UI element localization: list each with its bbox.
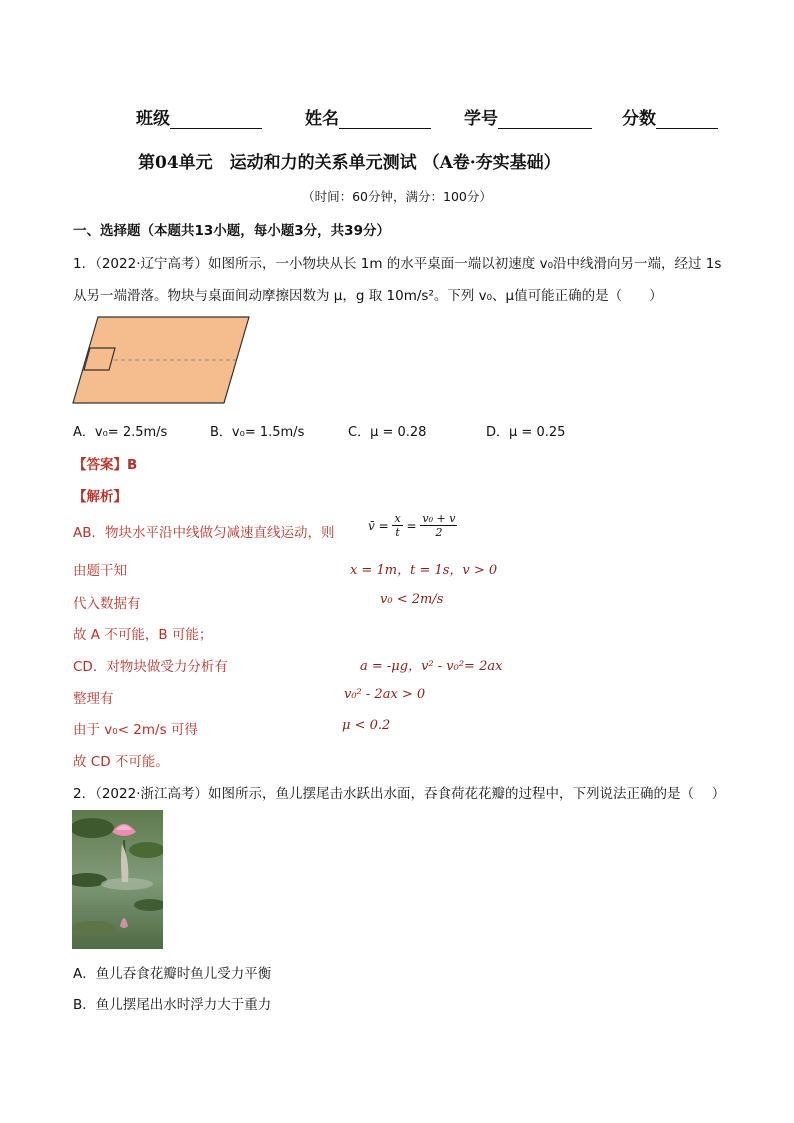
q1-analysis-label: 【解析】 bbox=[73, 489, 127, 505]
class-blank bbox=[170, 111, 262, 129]
class-field bbox=[136, 104, 262, 129]
score-blank bbox=[656, 111, 718, 129]
q1-option-b: B．v₀= 1.5m/s bbox=[210, 425, 305, 440]
q1-step-7-math: μ < 0.2 bbox=[342, 718, 391, 733]
block-shape bbox=[84, 348, 115, 370]
q2-option-b: B．鱼儿摆尾出水时浮力大于重力 bbox=[73, 997, 272, 1013]
q1-step-5: CD．对物块做受力分析有 bbox=[73, 659, 228, 675]
name-blank bbox=[339, 111, 431, 129]
q1-option-c: C．μ = 0.28 bbox=[348, 425, 427, 440]
q1-step-3-math: v₀ < 2m/s bbox=[380, 592, 444, 607]
score-label: 分数 bbox=[622, 109, 656, 129]
exam-info: （时间：60分钟，满分：100分） bbox=[302, 189, 492, 204]
average-velocity-formula bbox=[368, 512, 457, 539]
name-label: 姓名 bbox=[305, 109, 339, 129]
formula-frac-2: $\frac{\text{v₀ + v}}{2}$ bbox=[422, 512, 456, 539]
q1-step-8: 故 CD 不可能。 bbox=[73, 754, 169, 770]
name-field bbox=[305, 104, 431, 129]
section-heading: 一、选择题（本题共13小题，每小题3分，共39分） bbox=[73, 223, 390, 239]
q1-stem-line2: 从另一端滑落。物块与桌面间动摩擦因数为 μ，g 取 10m/s²。下列 v₀、μ值可能正确的是（ ） bbox=[73, 288, 663, 304]
fish-lotus-photo bbox=[72, 810, 163, 949]
formula-lhs: v̄ = bbox=[368, 518, 389, 533]
q1-step-6: 整理有 bbox=[73, 691, 114, 707]
student-id-field bbox=[464, 104, 592, 129]
q2-option-a: A．鱼儿吞食花瓣时鱼儿受力平衡 bbox=[73, 966, 272, 982]
student-id-label: 学号 bbox=[464, 109, 498, 129]
lily-pad bbox=[72, 818, 114, 838]
lily-pad bbox=[72, 921, 116, 935]
q1-step-1: AB．物块水平沿中线做匀减速直线运动，则 bbox=[73, 525, 335, 541]
q1-option-a: A．v₀= 2.5m/s bbox=[73, 425, 168, 440]
score-field bbox=[622, 104, 718, 129]
table-diagram bbox=[72, 316, 252, 406]
q1-step-2: 由题干知 bbox=[73, 563, 127, 579]
student-id-blank bbox=[498, 111, 592, 129]
q1-step-5-math: a = -μg，v² - v₀²= 2ax bbox=[360, 659, 503, 674]
q1-step-3: 代入数据有 bbox=[73, 596, 141, 612]
formula-frac-1: $\frac{x}{t}$ bbox=[394, 512, 401, 539]
q1-step-4: 故 A 不可能，B 可能； bbox=[73, 627, 213, 643]
q1-option-d: D．μ = 0.25 bbox=[486, 425, 566, 440]
q1-step-2-math: x = 1m，t = 1s，v > 0 bbox=[350, 563, 498, 578]
q2-stem: 2．（2022·浙江高考）如图所示，鱼儿摆尾击水跃出水面，吞食荷花花瓣的过程中，下列说法正确的是（ ） bbox=[73, 786, 726, 802]
q1-answer: 【答案】B bbox=[73, 457, 138, 473]
class-label: 班级 bbox=[136, 109, 170, 129]
q1-step-6-math: v₀² - 2ax > 0 bbox=[344, 687, 426, 702]
formula-eq: = bbox=[406, 518, 417, 533]
page-title: 第04单元 运动和力的关系单元测试 （A卷·夯实基础） bbox=[138, 153, 561, 173]
q1-stem-line1: 1．（2022·辽宁高考）如图所示，一小物块从长 1m 的水平桌面一端以初速度 v₀沿中线滑向另一端，经过 1s bbox=[73, 256, 722, 272]
q1-step-7: 由于 v₀< 2m/s 可得 bbox=[73, 722, 198, 738]
